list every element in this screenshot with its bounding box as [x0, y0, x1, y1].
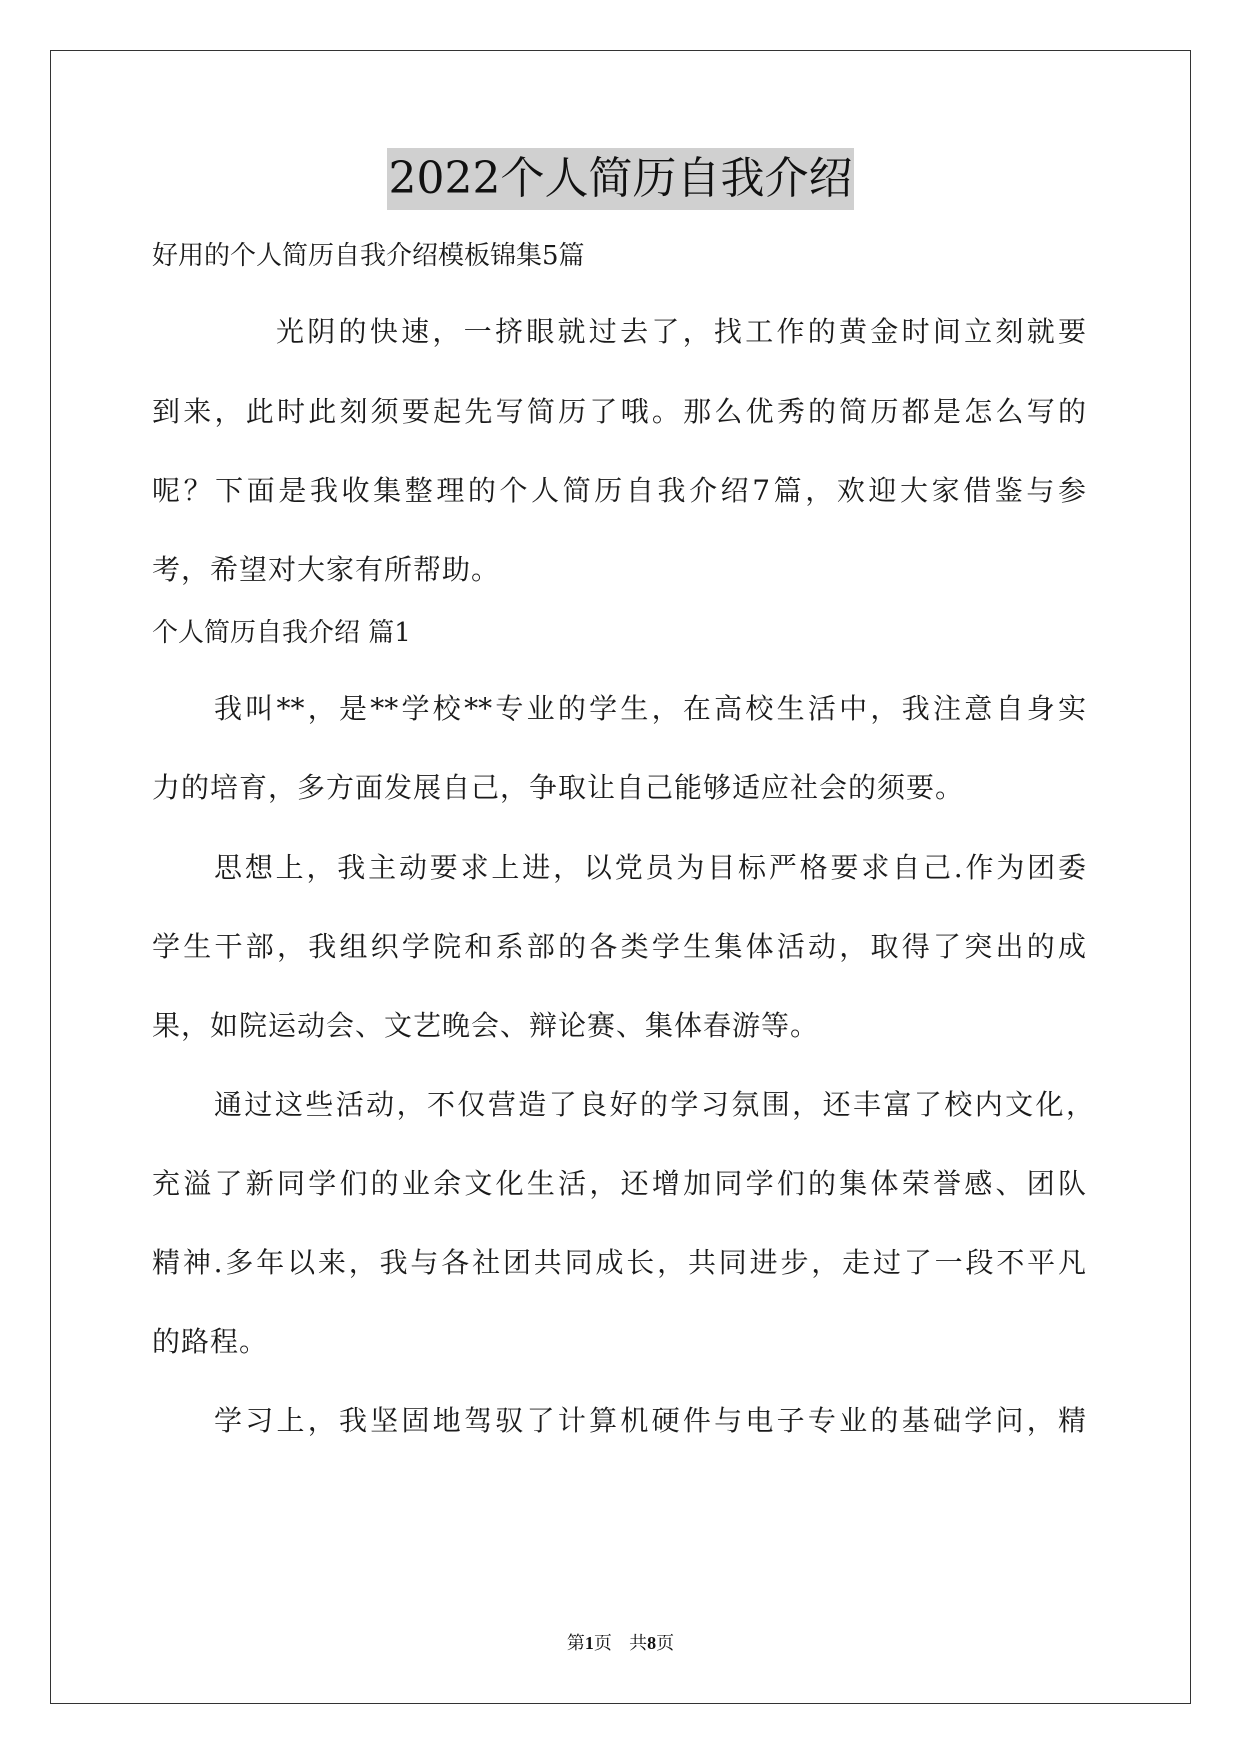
- body-line: 思想上，我主动要求上进，以党员为目标严格要求自己.作为团委: [214, 851, 1086, 884]
- intro-line: 呢？下面是我收集整理的个人简历自我介绍7篇，欢迎大家借鉴与参: [152, 474, 1086, 507]
- body-line: 的路程。: [152, 1325, 269, 1358]
- body-line: 学习上，我坚固地驾驭了计算机硬件与电子专业的基础学问，精: [214, 1404, 1086, 1437]
- section-heading: 个人简历自我介绍 篇1: [152, 618, 411, 648]
- body-line: 果，如院运动会、文艺晚会、辩论赛、集体春游等。: [152, 1009, 820, 1042]
- body-line: 我叫**，是**学校**专业的学生，在高校生活中，我注意自身实: [214, 692, 1086, 725]
- footer-prefix: 第: [566, 1633, 585, 1654]
- intro-line: 光阴的快速，一挤眼就过去了，找工作的黄金时间立刻就要: [276, 315, 1086, 348]
- document-title: 2022个人简历自我介绍: [387, 148, 855, 210]
- body-line: 通过这些活动，不仅营造了良好的学习氛围，还丰富了校内文化，: [214, 1088, 1094, 1121]
- footer-suffix: 页: [656, 1633, 675, 1654]
- body-line: 精神.多年以来，我与各社团共同成长，共同进步，走过了一段不平凡: [152, 1246, 1086, 1279]
- title-container: [0, 148, 1241, 210]
- intro-line: 到来，此时此刻须要起先写简历了哦。那么优秀的简历都是怎么写的: [152, 395, 1086, 428]
- total-pages-number: 8: [647, 1633, 657, 1653]
- page-footer: [0, 1631, 1241, 1656]
- body-line: 学生干部，我组织学院和系部的各类学生集体活动，取得了突出的成: [152, 930, 1086, 963]
- intro-line: 考，希望对大家有所帮助。: [152, 553, 501, 586]
- footer-middle: 页 共: [593, 1633, 648, 1654]
- document-subtitle: 好用的个人简历自我介绍模板锦集5篇: [152, 241, 585, 271]
- body-line: 充溢了新同学们的业余文化生活，还增加同学们的集体荣誉感、团队: [152, 1167, 1086, 1200]
- current-page-number: 1: [584, 1633, 594, 1653]
- body-line: 力的培育，多方面发展自己，争取让自己能够适应社会的须要。: [152, 771, 965, 804]
